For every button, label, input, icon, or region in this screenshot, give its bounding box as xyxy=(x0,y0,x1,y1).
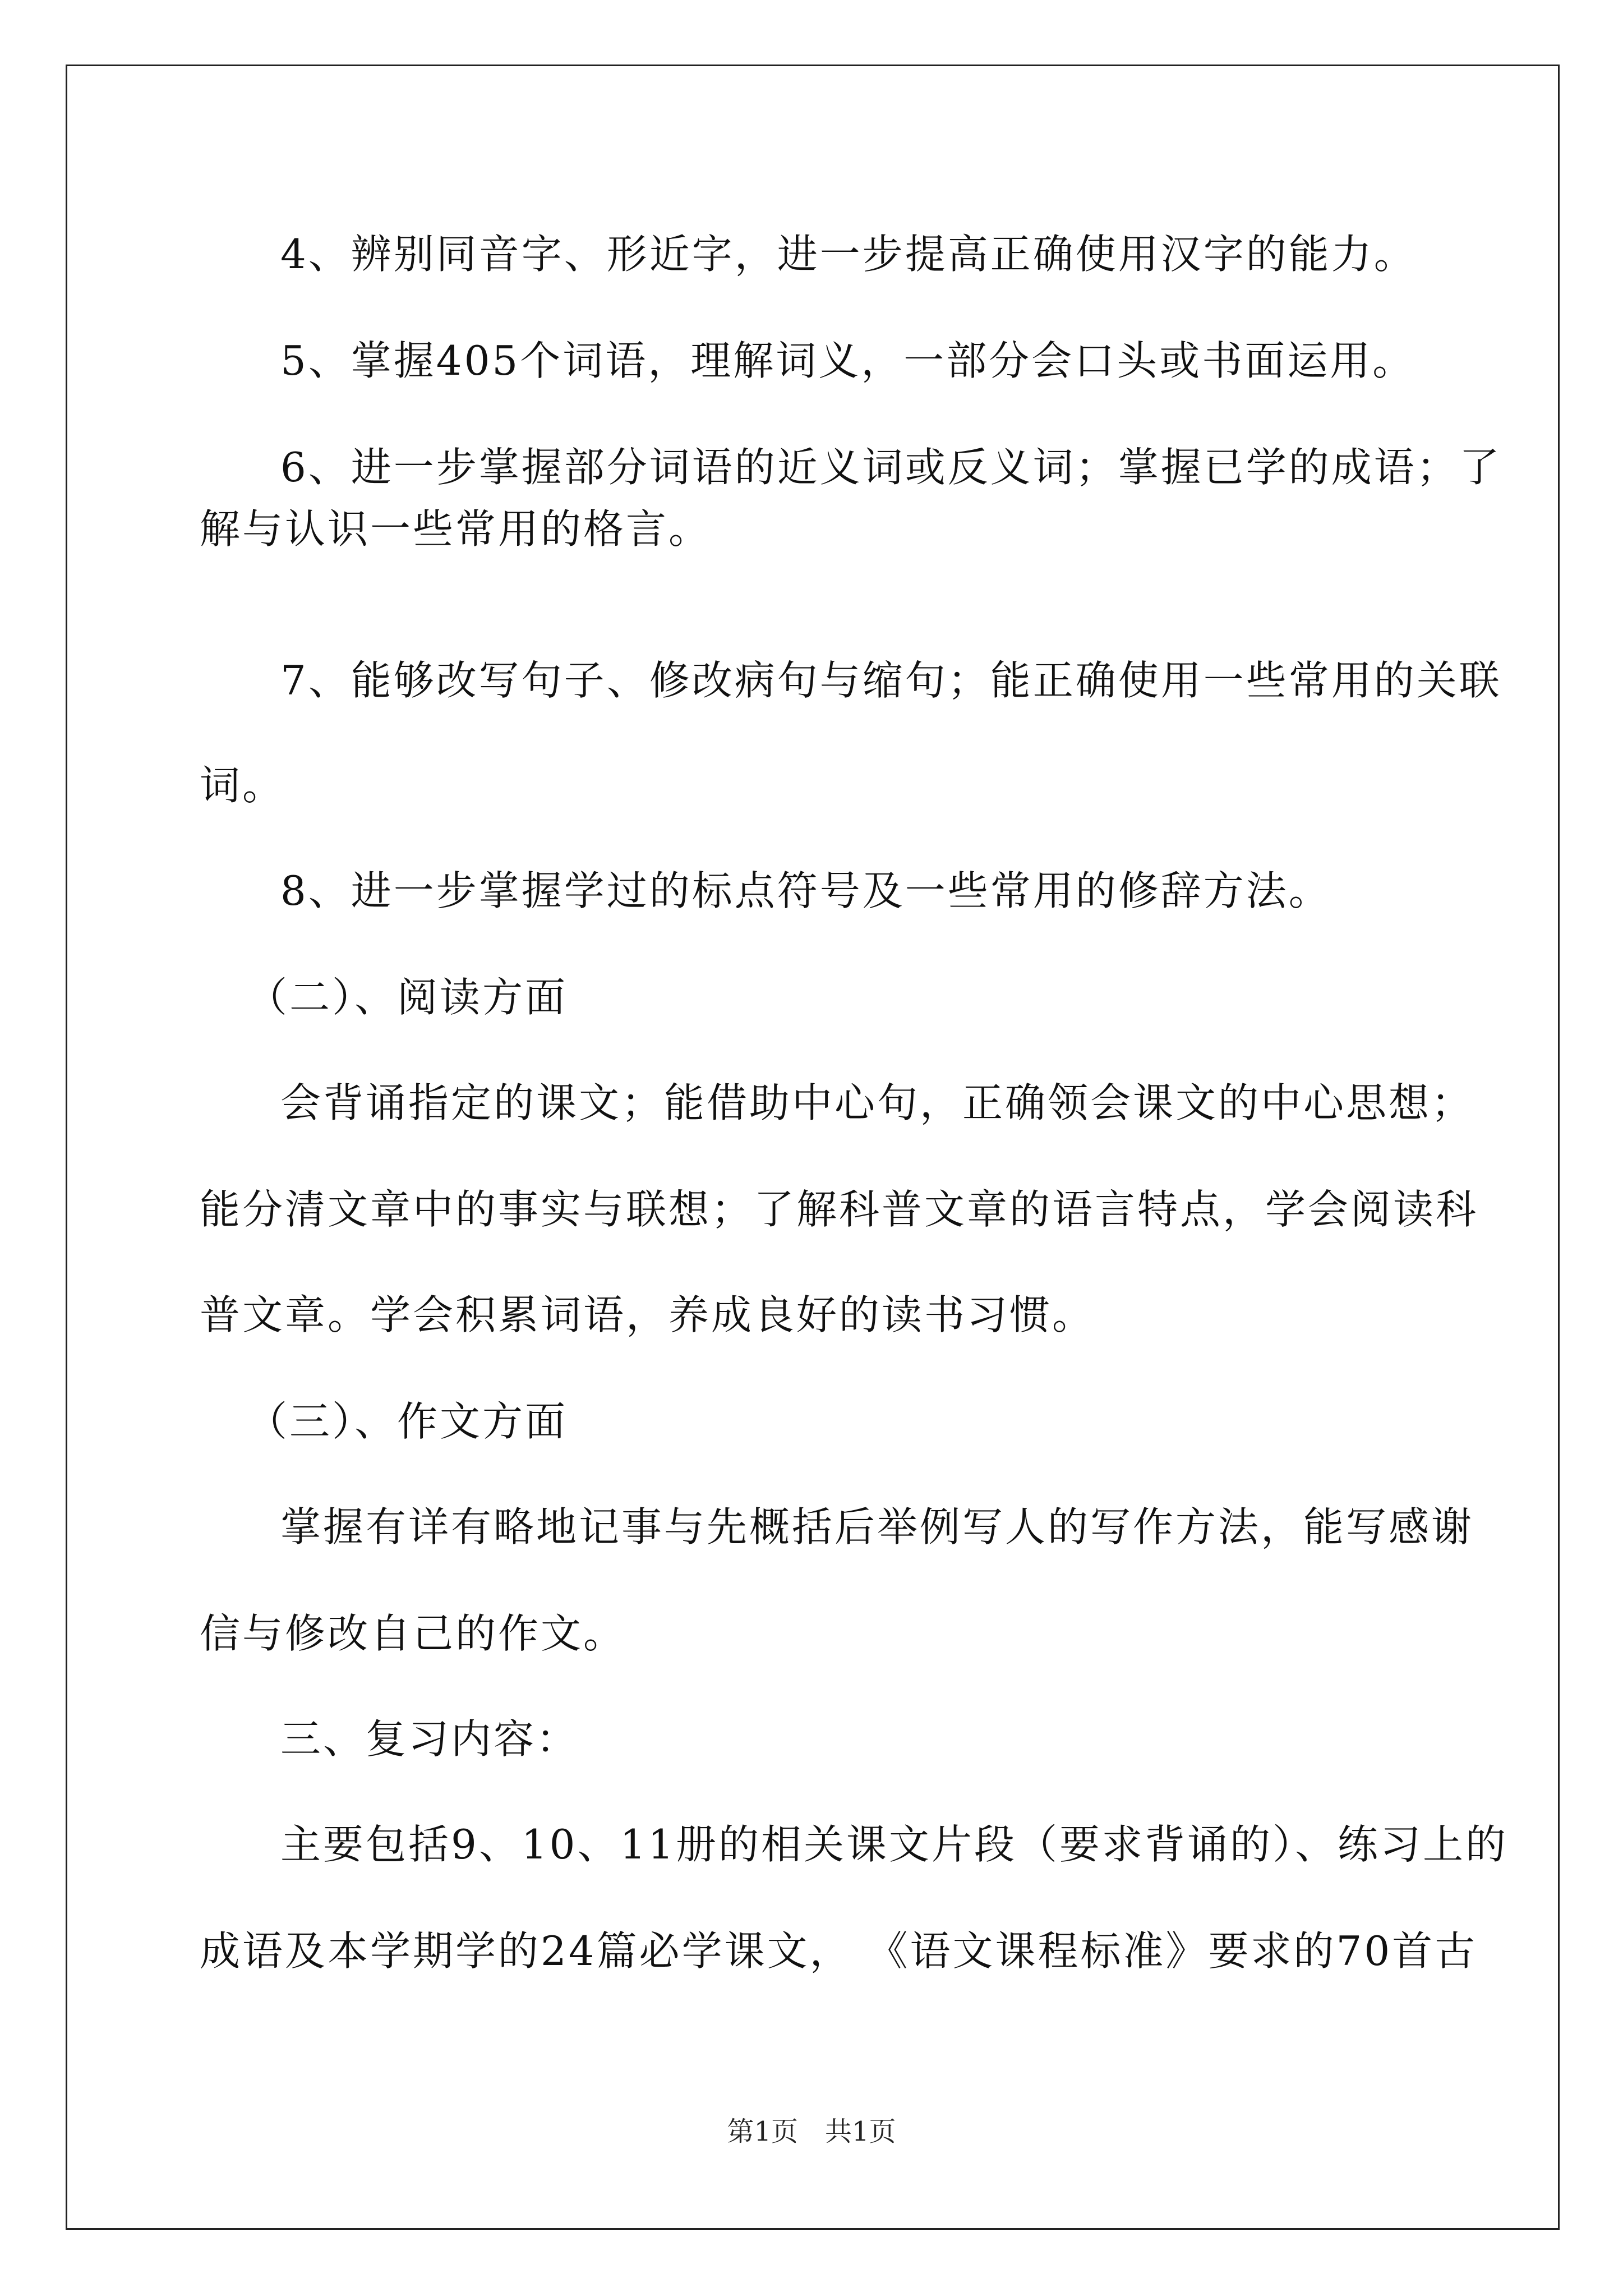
page-border xyxy=(66,65,1560,2230)
paragraph-line: 掌握有详有略地记事与先概括后举例写人的写作方法，能写感谢 xyxy=(280,1503,1474,1550)
paragraph-line: 词。 xyxy=(200,762,285,809)
paragraph-line: 6、进一步掌握部分词语的近义词或反义词；掌握已学的成语；了 xyxy=(280,444,1502,491)
paragraph-line: 能分清文章中的事实与联想；了解科普文章的语言特点，学会阅读科 xyxy=(200,1186,1479,1233)
section-heading: （二）、阅读方面 xyxy=(247,974,568,1021)
paragraph-line: 会背诵指定的课文；能借助中心句，正确领会课文的中心思想； xyxy=(280,1079,1474,1126)
paragraph-line: 8、进一步掌握学过的标点符号及一些常用的修辞方法。 xyxy=(280,867,1331,914)
paragraph-line: 4、辨别同音字、形近字，进一步提高正确使用汉字的能力。 xyxy=(280,231,1417,278)
paragraph-line: 普文章。学会积累词语，养成良好的读书习惯。 xyxy=(200,1291,1095,1338)
page-number: 第1页 共1页 xyxy=(727,2116,896,2147)
paragraph-line: 成语及本学期学的24篇必学课文， 《语文课程标准》要求的70首古 xyxy=(200,1927,1478,1975)
paragraph-line: 5、掌握405个词语，理解词义，一部分会口头或书面运用。 xyxy=(280,337,1415,384)
section-heading: （三）、作文方面 xyxy=(247,1398,568,1445)
paragraph-line: 主要包括9、10、11册的相关课文片段（要求背诵的）、练习上的 xyxy=(280,1821,1509,1868)
paragraph-line: 信与修改自己的作文。 xyxy=(200,1610,626,1657)
paragraph-line: 7、能够改写句子、修改病句与缩句；能正确使用一些常用的关联 xyxy=(280,657,1502,704)
section-heading: 三、复习内容： xyxy=(280,1715,579,1763)
paragraph-line: 解与认识一些常用的格言。 xyxy=(200,505,712,553)
